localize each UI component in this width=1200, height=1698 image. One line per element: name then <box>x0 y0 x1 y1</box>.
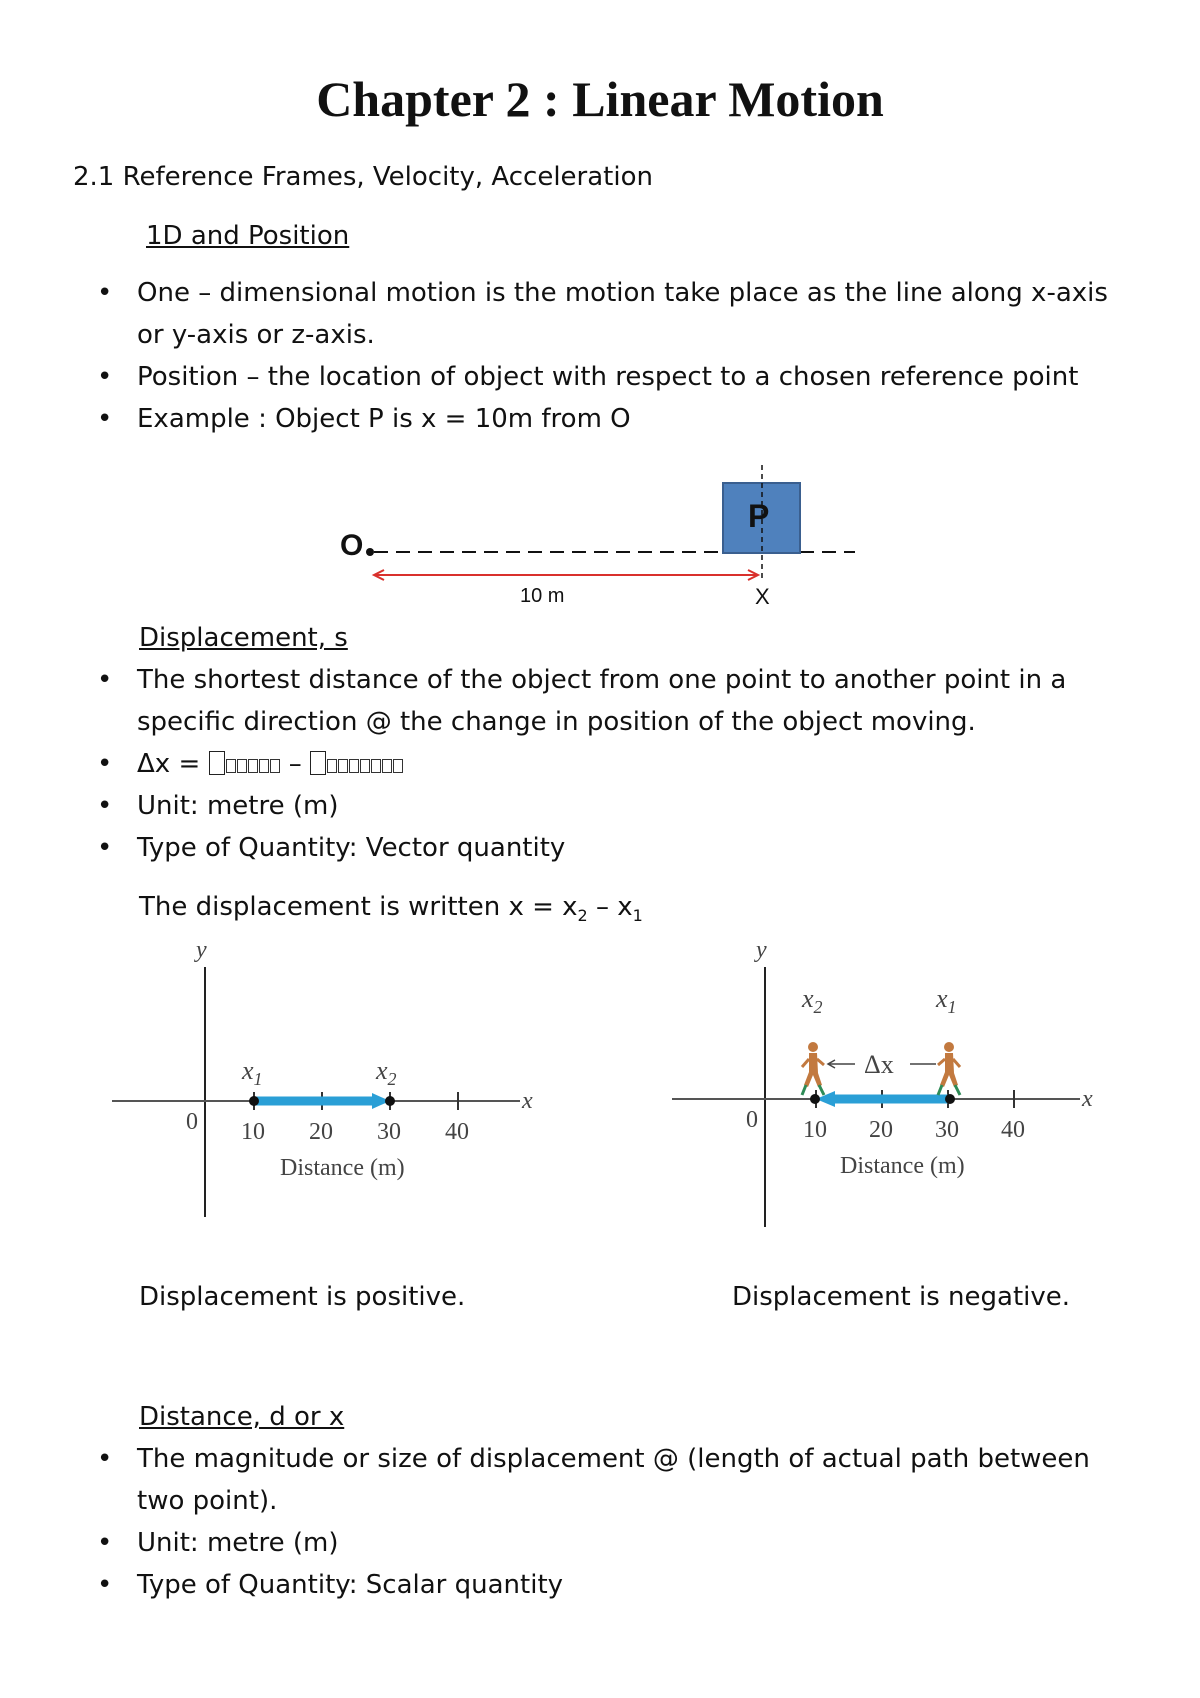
bullet-item <box>97 827 565 869</box>
bullet-item <box>97 1438 1090 1480</box>
x-tick-label: 10 <box>241 1119 265 1145</box>
x2-label: $x_2$ <box>376 1056 397 1089</box>
x1-point <box>945 1094 955 1104</box>
distance-label: 10 m <box>520 585 565 607</box>
x-axis-label: x <box>522 1088 533 1114</box>
position-bullets-2 <box>97 356 1078 440</box>
x-tick-label: 20 <box>869 1117 893 1143</box>
runner-x2-icon <box>802 1042 824 1095</box>
bullet-text: One – dimensional motion is the motion take place as the line along x-axis <box>137 278 1108 308</box>
missing-glyph <box>310 751 326 775</box>
position-diagram <box>330 460 870 620</box>
distance-bullets <box>97 1438 1090 1480</box>
subsection-heading-position: 1D and Position <box>146 221 350 251</box>
origin-label: O <box>340 529 364 562</box>
position-bullets <box>97 272 1108 314</box>
section-heading: 2.1 Reference Frames, Velocity, Acceleration <box>73 162 653 192</box>
bullet-item <box>97 659 1066 701</box>
bullet-text: The magnitude or size of displacement @ (length of actual path between <box>137 1444 1090 1474</box>
zero-label: 0 <box>186 1109 198 1135</box>
y-axis-label: y <box>756 937 767 963</box>
origin-point <box>366 548 374 556</box>
bullet-text: Unit: metre (m) <box>137 1528 339 1558</box>
bullet-item <box>97 356 1078 398</box>
x2-point <box>810 1094 820 1104</box>
x-tick-label: 30 <box>377 1119 401 1145</box>
x2-label: $x_2$ <box>802 984 823 1017</box>
y-axis-label: y <box>196 937 207 963</box>
object-p-label: P <box>748 498 770 534</box>
x-tick-label: 40 <box>1001 1117 1025 1143</box>
bullet-text: Example : Object P is x = 10m from O <box>137 404 631 434</box>
bullet-item <box>97 272 1108 314</box>
bullet-item <box>97 398 1078 440</box>
bullet-item <box>97 1522 563 1564</box>
distance-bullets-2 <box>97 1522 563 1606</box>
subsection-heading-displacement: Displacement, s <box>139 623 348 653</box>
bullet-text: Unit: metre (m) <box>137 791 339 821</box>
subsection-heading-distance: Distance, d or x <box>139 1402 345 1432</box>
caption-positive: Displacement is positive. <box>139 1282 466 1312</box>
displacement-negative-graph <box>670 935 1110 1240</box>
displacement-bullets <box>97 659 1066 701</box>
delta-x-label: Δx <box>864 1050 894 1079</box>
bullet-continuation: or y-axis or z-axis. <box>137 320 375 350</box>
caption-negative: Displacement is negative. <box>732 1282 1071 1312</box>
displacement-bullets-2 <box>97 743 565 869</box>
bullet-text: Position – the location of object with respect to a chosen reference point <box>137 362 1079 392</box>
displacement-positive-graph <box>110 935 550 1235</box>
page-title: Chapter 2 : Linear Motion <box>316 71 884 127</box>
x1-point <box>249 1096 259 1106</box>
x2-point <box>385 1096 395 1106</box>
x-tick-label: 30 <box>935 1117 959 1143</box>
missing-glyph <box>209 751 225 775</box>
axis-title: Distance (m) <box>280 1155 405 1181</box>
x-tick-label: 20 <box>309 1119 333 1145</box>
bullet-item: • Δx = – <box>97 743 565 785</box>
x-axis-label: x <box>1082 1086 1093 1112</box>
bullet-text: The shortest distance of the object from one point to another point in a <box>137 665 1067 695</box>
zero-label: 0 <box>746 1107 758 1133</box>
bullet-continuation: two point). <box>137 1486 278 1516</box>
axis-title: Distance (m) <box>840 1153 965 1179</box>
bullet-text: Type of Quantity: Scalar quantity <box>137 1570 564 1600</box>
x-tick-label: 40 <box>445 1119 469 1145</box>
bullet-item <box>97 785 565 827</box>
bullet-text: Type of Quantity: Vector quantity <box>137 833 566 863</box>
x1-label: $x_1$ <box>242 1056 263 1089</box>
bullet-item <box>97 1564 563 1606</box>
x1-label: $x_1$ <box>936 984 957 1017</box>
bullet-continuation: specific direction @ the change in position of the object moving. <box>137 707 976 737</box>
bullet-text: Δx = <box>137 749 209 779</box>
x-position-label: X <box>755 584 770 609</box>
x-tick-label: 10 <box>803 1117 827 1143</box>
displacement-formula: The displacement is written $x = x_2 - x_1$ <box>139 892 643 926</box>
runner-x1-icon <box>938 1042 960 1095</box>
